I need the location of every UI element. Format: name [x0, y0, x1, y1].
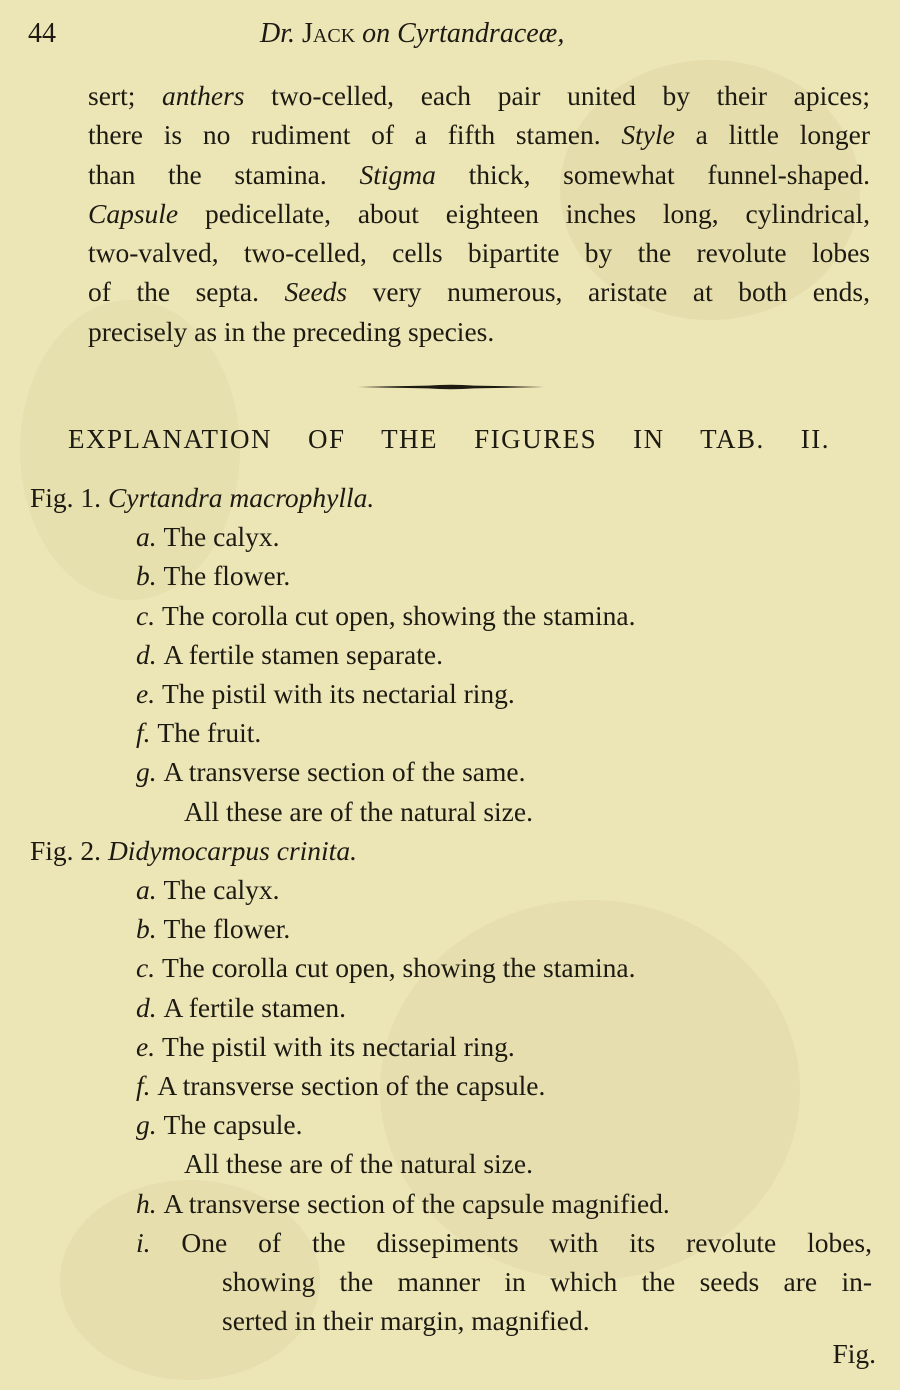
- figure-item: f. A transverse section of the capsule.: [136, 1070, 546, 1101]
- catchword: Fig.: [832, 1338, 876, 1369]
- figure-item: i. One of the dissepiments with its revolute lobes,: [136, 1226, 873, 1258]
- figure-item: f. The fruit.: [136, 717, 262, 749]
- figure-item: a. The calyx.: [136, 521, 280, 553]
- ornamental-rule: [358, 384, 544, 390]
- figure-item: e. The pistil with its nectarial ring.: [136, 678, 515, 709]
- figure-item: b. The flower.: [136, 560, 291, 592]
- figure-item-continuation: showing the manner in which the seeds are in-: [222, 1266, 872, 1297]
- figure-item: h. A transverse section of the capsule magnified.: [136, 1187, 670, 1219]
- description-paragraph: [88, 76, 870, 351]
- running-header: [28, 16, 872, 56]
- figure-note: All these are of the natural size.: [184, 795, 533, 827]
- figure-item: g. A transverse section of the same.: [136, 756, 526, 788]
- paragraph-line: two-valved, two-celled, cells bipartite by the revolute lobes: [88, 237, 870, 269]
- paragraph-line: precisely as in the preceding species.: [88, 315, 495, 347]
- figure-item: c. The corolla cut open, showing the stamina.: [136, 952, 636, 984]
- figure-item: e. The pistil with its nectarial ring.: [136, 1030, 515, 1062]
- page-number: 44: [28, 18, 56, 49]
- paragraph-line: Capsule pedicellate, about eighteen inches long, cylindrical,: [88, 197, 870, 229]
- paragraph-line: there is no rudiment of a fifth stamen. Style a little longer: [88, 119, 870, 151]
- figure-item: a. The calyx.: [136, 874, 280, 905]
- figure-item: d. A fertile stamen.: [136, 991, 347, 1023]
- figure-note: All these are of the natural size.: [184, 1148, 533, 1180]
- paragraph-line: sert; anthers two-celled, each pair united by their apices;: [88, 80, 870, 111]
- figure-heading: Fig. 1. Cyrtandra macrophylla.: [30, 482, 375, 513]
- figure-item: g. The capsule.: [136, 1109, 303, 1141]
- paragraph-line: of the septa. Seeds very numerous, aristate at both ends,: [88, 276, 870, 308]
- paragraph-line: than the stamina. Stigma thick, somewhat funnel-shaped.: [88, 158, 870, 190]
- figure-item: c. The corolla cut open, showing the stamina.: [136, 599, 636, 631]
- explanation-heading: EXPLANATION OF THE FIGURES IN TAB. II.: [68, 424, 830, 454]
- running-head: Dr. Jack on Cyrtandraceæ,: [260, 18, 565, 49]
- figure-heading: Fig. 2. Didymocarpus crinita.: [30, 834, 357, 866]
- figure-item: d. A fertile stamen separate.: [136, 638, 443, 670]
- figure-item: b. The flower.: [136, 913, 291, 945]
- figure-item-continuation: serted in their margin, magnified.: [222, 1305, 590, 1337]
